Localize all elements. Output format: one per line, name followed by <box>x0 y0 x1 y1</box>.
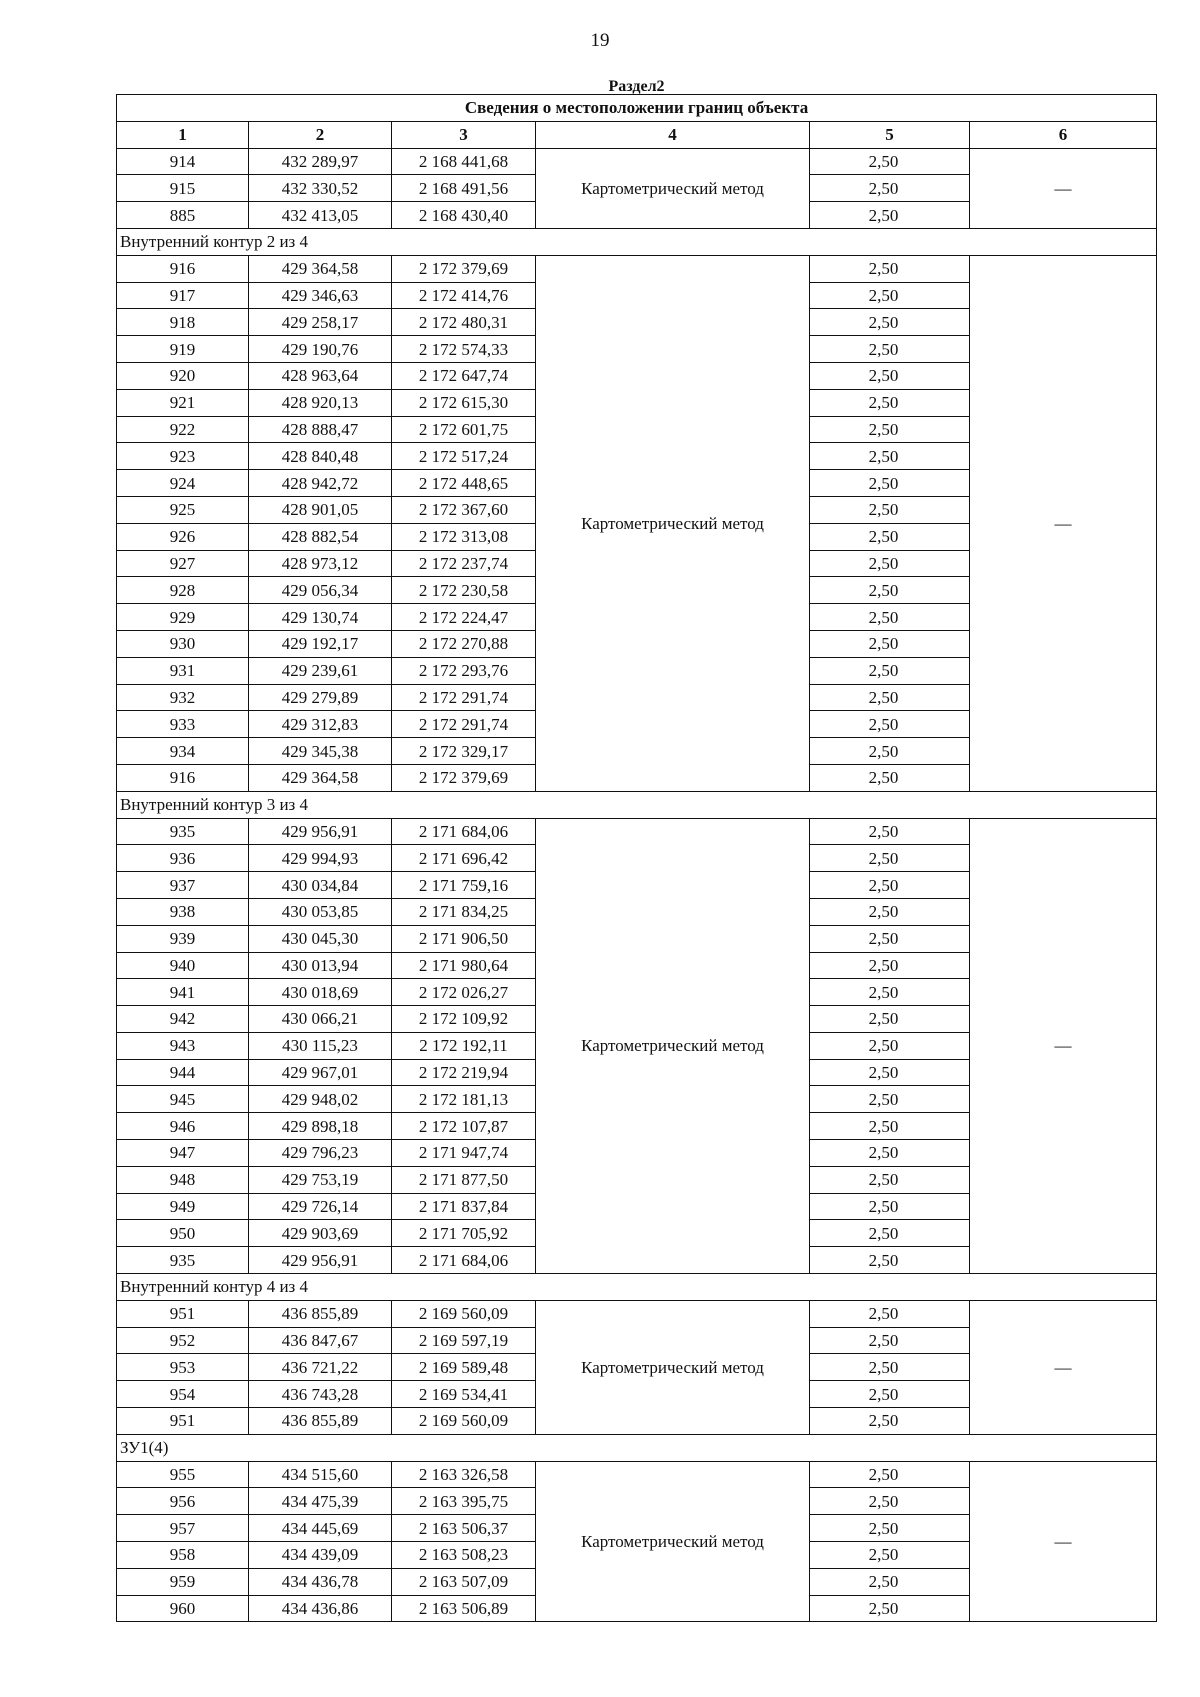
method-cell: Картометрический метод <box>536 818 810 1274</box>
coordinate-y-cell: 2 168 430,40 <box>392 202 536 229</box>
column-number: 1 <box>117 121 249 148</box>
point-number-cell: 960 <box>117 1595 249 1622</box>
coordinate-x-cell: 428 840,48 <box>249 443 392 470</box>
point-number-cell: 930 <box>117 630 249 657</box>
coordinate-y-cell: 2 168 491,56 <box>392 175 536 202</box>
point-number-cell: 959 <box>117 1568 249 1595</box>
coordinate-y-cell: 2 172 379,69 <box>392 255 536 282</box>
coordinate-x-cell: 436 743,28 <box>249 1381 392 1408</box>
table-row <box>117 255 1157 282</box>
coordinate-y-cell: 2 172 291,74 <box>392 711 536 738</box>
column-number: 6 <box>970 121 1157 148</box>
point-number-cell: 956 <box>117 1488 249 1515</box>
table-row <box>117 818 1157 845</box>
coordinate-y-cell: 2 169 560,09 <box>392 1300 536 1327</box>
accuracy-cell: 2,50 <box>810 764 970 791</box>
point-number-cell: 948 <box>117 1166 249 1193</box>
accuracy-cell: 2,50 <box>810 1568 970 1595</box>
coordinate-y-cell: 2 172 480,31 <box>392 309 536 336</box>
point-number-cell: 915 <box>117 175 249 202</box>
coordinate-y-cell: 2 171 684,06 <box>392 1247 536 1274</box>
coordinate-x-cell: 429 726,14 <box>249 1193 392 1220</box>
coordinate-y-cell: 2 172 026,27 <box>392 979 536 1006</box>
coordinate-y-cell: 2 172 313,08 <box>392 523 536 550</box>
coordinate-x-cell: 436 855,89 <box>249 1408 392 1435</box>
point-number-cell: 940 <box>117 952 249 979</box>
coordinate-y-cell: 2 172 270,88 <box>392 630 536 657</box>
point-number-cell: 926 <box>117 523 249 550</box>
accuracy-cell: 2,50 <box>810 389 970 416</box>
point-number-cell: 946 <box>117 1113 249 1140</box>
accuracy-cell: 2,50 <box>810 1461 970 1488</box>
method-cell: Картометрический метод <box>536 1461 810 1622</box>
contour-label: Внутренний контур 2 из 4 <box>117 228 1157 255</box>
coordinate-x-cell: 430 013,94 <box>249 952 392 979</box>
coordinate-y-cell: 2 169 534,41 <box>392 1381 536 1408</box>
point-number-cell: 918 <box>117 309 249 336</box>
accuracy-cell: 2,50 <box>810 362 970 389</box>
coordinate-y-cell: 2 172 192,11 <box>392 1032 536 1059</box>
coordinate-y-cell: 2 171 877,50 <box>392 1166 536 1193</box>
point-number-cell: 949 <box>117 1193 249 1220</box>
point-number-cell: 935 <box>117 818 249 845</box>
contour-label: Внутренний контур 3 из 4 <box>117 791 1157 818</box>
point-number-cell: 928 <box>117 577 249 604</box>
coordinate-x-cell: 434 436,86 <box>249 1595 392 1622</box>
accuracy-cell: 2,50 <box>810 1032 970 1059</box>
coordinate-x-cell: 429 364,58 <box>249 764 392 791</box>
coordinate-y-cell: 2 171 705,92 <box>392 1220 536 1247</box>
accuracy-cell: 2,50 <box>810 738 970 765</box>
coordinate-y-cell: 2 172 574,33 <box>392 336 536 363</box>
accuracy-cell: 2,50 <box>810 1381 970 1408</box>
accuracy-cell: 2,50 <box>810 443 970 470</box>
description-cell: — <box>970 818 1157 1274</box>
point-number-cell: 920 <box>117 362 249 389</box>
accuracy-cell: 2,50 <box>810 1166 970 1193</box>
contour-header-row <box>117 228 1157 255</box>
column-number: 5 <box>810 121 970 148</box>
coordinate-y-cell: 2 172 237,74 <box>392 550 536 577</box>
accuracy-cell: 2,50 <box>810 1140 970 1167</box>
coordinate-x-cell: 429 258,17 <box>249 309 392 336</box>
point-number-cell: 947 <box>117 1140 249 1167</box>
coordinate-y-cell: 2 172 293,76 <box>392 657 536 684</box>
point-number-cell: 924 <box>117 470 249 497</box>
accuracy-cell: 2,50 <box>810 282 970 309</box>
coordinate-x-cell: 432 289,97 <box>249 148 392 175</box>
point-number-cell: 951 <box>117 1408 249 1435</box>
coordinate-y-cell: 2 172 291,74 <box>392 684 536 711</box>
coordinate-x-cell: 429 279,89 <box>249 684 392 711</box>
coordinate-x-cell: 429 967,01 <box>249 1059 392 1086</box>
coordinate-x-cell: 432 413,05 <box>249 202 392 229</box>
point-number-cell: 955 <box>117 1461 249 1488</box>
accuracy-cell: 2,50 <box>810 818 970 845</box>
coordinate-x-cell: 428 973,12 <box>249 550 392 577</box>
coordinate-y-cell: 2 171 834,25 <box>392 898 536 925</box>
point-number-cell: 953 <box>117 1354 249 1381</box>
point-number-cell: 943 <box>117 1032 249 1059</box>
coordinate-y-cell: 2 169 597,19 <box>392 1327 536 1354</box>
coordinate-y-cell: 2 171 759,16 <box>392 872 536 899</box>
coordinate-y-cell: 2 172 414,76 <box>392 282 536 309</box>
coordinate-y-cell: 2 169 560,09 <box>392 1408 536 1435</box>
point-number-cell: 958 <box>117 1542 249 1569</box>
accuracy-cell: 2,50 <box>810 1408 970 1435</box>
point-number-cell: 921 <box>117 389 249 416</box>
coordinate-x-cell: 429 130,74 <box>249 604 392 631</box>
coordinate-y-cell: 2 163 508,23 <box>392 1542 536 1569</box>
method-cell: Картометрический метод <box>536 1300 810 1434</box>
coordinate-x-cell: 434 515,60 <box>249 1461 392 1488</box>
coordinate-x-cell: 430 115,23 <box>249 1032 392 1059</box>
accuracy-cell: 2,50 <box>810 1193 970 1220</box>
coordinate-x-cell: 429 956,91 <box>249 818 392 845</box>
point-number-cell: 885 <box>117 202 249 229</box>
accuracy-cell: 2,50 <box>810 1086 970 1113</box>
accuracy-cell: 2,50 <box>810 470 970 497</box>
coordinate-y-cell: 2 169 589,48 <box>392 1354 536 1381</box>
accuracy-cell: 2,50 <box>810 1488 970 1515</box>
coordinate-y-cell: 2 163 507,09 <box>392 1568 536 1595</box>
contour-header-row <box>117 791 1157 818</box>
point-number-cell: 945 <box>117 1086 249 1113</box>
coordinate-x-cell: 430 066,21 <box>249 1006 392 1033</box>
coordinate-y-cell: 2 172 109,92 <box>392 1006 536 1033</box>
point-number-cell: 917 <box>117 282 249 309</box>
coordinate-y-cell: 2 168 441,68 <box>392 148 536 175</box>
coordinate-x-cell: 430 018,69 <box>249 979 392 1006</box>
point-number-cell: 914 <box>117 148 249 175</box>
coordinate-x-cell: 429 364,58 <box>249 255 392 282</box>
column-number: 2 <box>249 121 392 148</box>
coordinate-y-cell: 2 163 326,58 <box>392 1461 536 1488</box>
point-number-cell: 931 <box>117 657 249 684</box>
accuracy-cell: 2,50 <box>810 523 970 550</box>
point-number-cell: 944 <box>117 1059 249 1086</box>
accuracy-cell: 2,50 <box>810 952 970 979</box>
coordinate-x-cell: 436 855,89 <box>249 1300 392 1327</box>
table-row <box>117 1300 1157 1327</box>
coordinate-y-cell: 2 172 379,69 <box>392 764 536 791</box>
description-cell: — <box>970 255 1157 791</box>
point-number-cell: 939 <box>117 925 249 952</box>
boundary-table <box>116 80 1157 1622</box>
accuracy-cell: 2,50 <box>810 711 970 738</box>
contour-label: Внутренний контур 4 из 4 <box>117 1274 1157 1301</box>
point-number-cell: 929 <box>117 604 249 631</box>
accuracy-cell: 2,50 <box>810 1300 970 1327</box>
contour-header-row <box>117 1434 1157 1461</box>
column-number-row <box>117 121 1157 148</box>
method-cell: Картометрический метод <box>536 255 810 791</box>
point-number-cell: 951 <box>117 1300 249 1327</box>
accuracy-cell: 2,50 <box>810 496 970 523</box>
coordinate-x-cell: 430 053,85 <box>249 898 392 925</box>
section-label: Раздел2 <box>608 80 665 95</box>
coordinate-y-cell: 2 172 107,87 <box>392 1113 536 1140</box>
point-number-cell: 932 <box>117 684 249 711</box>
coordinate-y-cell: 2 171 906,50 <box>392 925 536 952</box>
coordinate-x-cell: 429 239,61 <box>249 657 392 684</box>
point-number-cell: 954 <box>117 1381 249 1408</box>
coordinate-y-cell: 2 163 395,75 <box>392 1488 536 1515</box>
accuracy-cell: 2,50 <box>810 604 970 631</box>
point-number-cell: 933 <box>117 711 249 738</box>
point-number-cell: 935 <box>117 1247 249 1274</box>
contour-label: ЗУ1(4) <box>117 1434 1157 1461</box>
coordinate-y-cell: 2 172 601,75 <box>392 416 536 443</box>
accuracy-cell: 2,50 <box>810 1247 970 1274</box>
accuracy-cell: 2,50 <box>810 416 970 443</box>
coordinate-x-cell: 428 882,54 <box>249 523 392 550</box>
coordinate-x-cell: 436 721,22 <box>249 1354 392 1381</box>
accuracy-cell: 2,50 <box>810 684 970 711</box>
coordinate-x-cell: 429 312,83 <box>249 711 392 738</box>
contour-header-row <box>117 1274 1157 1301</box>
point-number-cell: 934 <box>117 738 249 765</box>
coordinate-x-cell: 434 475,39 <box>249 1488 392 1515</box>
coordinate-y-cell: 2 172 219,94 <box>392 1059 536 1086</box>
table-title: Сведения о местоположении границ объекта <box>117 95 1157 122</box>
coordinate-x-cell: 432 330,52 <box>249 175 392 202</box>
accuracy-cell: 2,50 <box>810 845 970 872</box>
coordinate-x-cell: 429 753,19 <box>249 1166 392 1193</box>
accuracy-cell: 2,50 <box>810 1113 970 1140</box>
accuracy-cell: 2,50 <box>810 1220 970 1247</box>
point-number-cell: 938 <box>117 898 249 925</box>
accuracy-cell: 2,50 <box>810 1354 970 1381</box>
point-number-cell: 941 <box>117 979 249 1006</box>
accuracy-cell: 2,50 <box>810 925 970 952</box>
coordinate-y-cell: 2 171 980,64 <box>392 952 536 979</box>
coordinate-y-cell: 2 163 506,37 <box>392 1515 536 1542</box>
accuracy-cell: 2,50 <box>810 1515 970 1542</box>
method-cell: Картометрический метод <box>536 148 810 228</box>
accuracy-cell: 2,50 <box>810 1595 970 1622</box>
coordinate-y-cell: 2 172 230,58 <box>392 577 536 604</box>
description-cell: — <box>970 1461 1157 1622</box>
coordinate-y-cell: 2 172 647,74 <box>392 362 536 389</box>
coordinate-x-cell: 436 847,67 <box>249 1327 392 1354</box>
accuracy-cell: 2,50 <box>810 550 970 577</box>
accuracy-cell: 2,50 <box>810 202 970 229</box>
accuracy-cell: 2,50 <box>810 630 970 657</box>
coordinate-x-cell: 429 956,91 <box>249 1247 392 1274</box>
description-cell: — <box>970 148 1157 228</box>
coordinate-x-cell: 429 190,76 <box>249 336 392 363</box>
coordinate-x-cell: 429 056,34 <box>249 577 392 604</box>
coordinate-x-cell: 429 345,38 <box>249 738 392 765</box>
accuracy-cell: 2,50 <box>810 1542 970 1569</box>
coordinate-x-cell: 429 898,18 <box>249 1113 392 1140</box>
coordinate-x-cell: 430 045,30 <box>249 925 392 952</box>
accuracy-cell: 2,50 <box>810 255 970 282</box>
point-number-cell: 919 <box>117 336 249 363</box>
point-number-cell: 957 <box>117 1515 249 1542</box>
coordinate-y-cell: 2 172 517,24 <box>392 443 536 470</box>
coordinate-x-cell: 434 445,69 <box>249 1515 392 1542</box>
point-number-cell: 937 <box>117 872 249 899</box>
accuracy-cell: 2,50 <box>810 336 970 363</box>
coordinate-x-cell: 429 346,63 <box>249 282 392 309</box>
coordinate-y-cell: 2 172 448,65 <box>392 470 536 497</box>
coordinate-y-cell: 2 171 696,42 <box>392 845 536 872</box>
point-number-cell: 922 <box>117 416 249 443</box>
coordinate-x-cell: 430 034,84 <box>249 872 392 899</box>
point-number-cell: 916 <box>117 255 249 282</box>
coordinate-y-cell: 2 171 684,06 <box>392 818 536 845</box>
point-number-cell: 916 <box>117 764 249 791</box>
coordinate-x-cell: 428 963,64 <box>249 362 392 389</box>
accuracy-cell: 2,50 <box>810 1006 970 1033</box>
description-cell: — <box>970 1300 1157 1434</box>
coordinate-x-cell: 429 994,93 <box>249 845 392 872</box>
coordinate-x-cell: 429 903,69 <box>249 1220 392 1247</box>
coordinate-x-cell: 428 942,72 <box>249 470 392 497</box>
accuracy-cell: 2,50 <box>810 309 970 336</box>
column-number: 3 <box>392 121 536 148</box>
coordinate-x-cell: 434 439,09 <box>249 1542 392 1569</box>
point-number-cell: 923 <box>117 443 249 470</box>
coordinate-x-cell: 428 901,05 <box>249 496 392 523</box>
coordinate-y-cell: 2 163 506,89 <box>392 1595 536 1622</box>
accuracy-cell: 2,50 <box>810 1059 970 1086</box>
point-number-cell: 952 <box>117 1327 249 1354</box>
point-number-cell: 936 <box>117 845 249 872</box>
column-number: 4 <box>536 121 810 148</box>
coordinate-y-cell: 2 171 837,84 <box>392 1193 536 1220</box>
table-row <box>117 148 1157 175</box>
coordinate-x-cell: 434 436,78 <box>249 1568 392 1595</box>
coordinate-x-cell: 429 796,23 <box>249 1140 392 1167</box>
accuracy-cell: 2,50 <box>810 577 970 604</box>
accuracy-cell: 2,50 <box>810 175 970 202</box>
coordinate-x-cell: 428 888,47 <box>249 416 392 443</box>
accuracy-cell: 2,50 <box>810 979 970 1006</box>
coordinate-y-cell: 2 172 615,30 <box>392 389 536 416</box>
coordinate-y-cell: 2 172 367,60 <box>392 496 536 523</box>
point-number-cell: 927 <box>117 550 249 577</box>
coordinate-x-cell: 429 948,02 <box>249 1086 392 1113</box>
coordinate-x-cell: 428 920,13 <box>249 389 392 416</box>
coordinate-y-cell: 2 172 329,17 <box>392 738 536 765</box>
coordinate-y-cell: 2 172 181,13 <box>392 1086 536 1113</box>
coordinate-y-cell: 2 171 947,74 <box>392 1140 536 1167</box>
coordinate-y-cell: 2 172 224,47 <box>392 604 536 631</box>
accuracy-cell: 2,50 <box>810 657 970 684</box>
coordinate-x-cell: 429 192,17 <box>249 630 392 657</box>
accuracy-cell: 2,50 <box>810 898 970 925</box>
point-number-cell: 950 <box>117 1220 249 1247</box>
accuracy-cell: 2,50 <box>810 1327 970 1354</box>
table-row <box>117 1461 1157 1488</box>
accuracy-cell: 2,50 <box>810 148 970 175</box>
point-number-cell: 942 <box>117 1006 249 1033</box>
page-number: 19 <box>590 30 610 51</box>
accuracy-cell: 2,50 <box>810 872 970 899</box>
point-number-cell: 925 <box>117 496 249 523</box>
